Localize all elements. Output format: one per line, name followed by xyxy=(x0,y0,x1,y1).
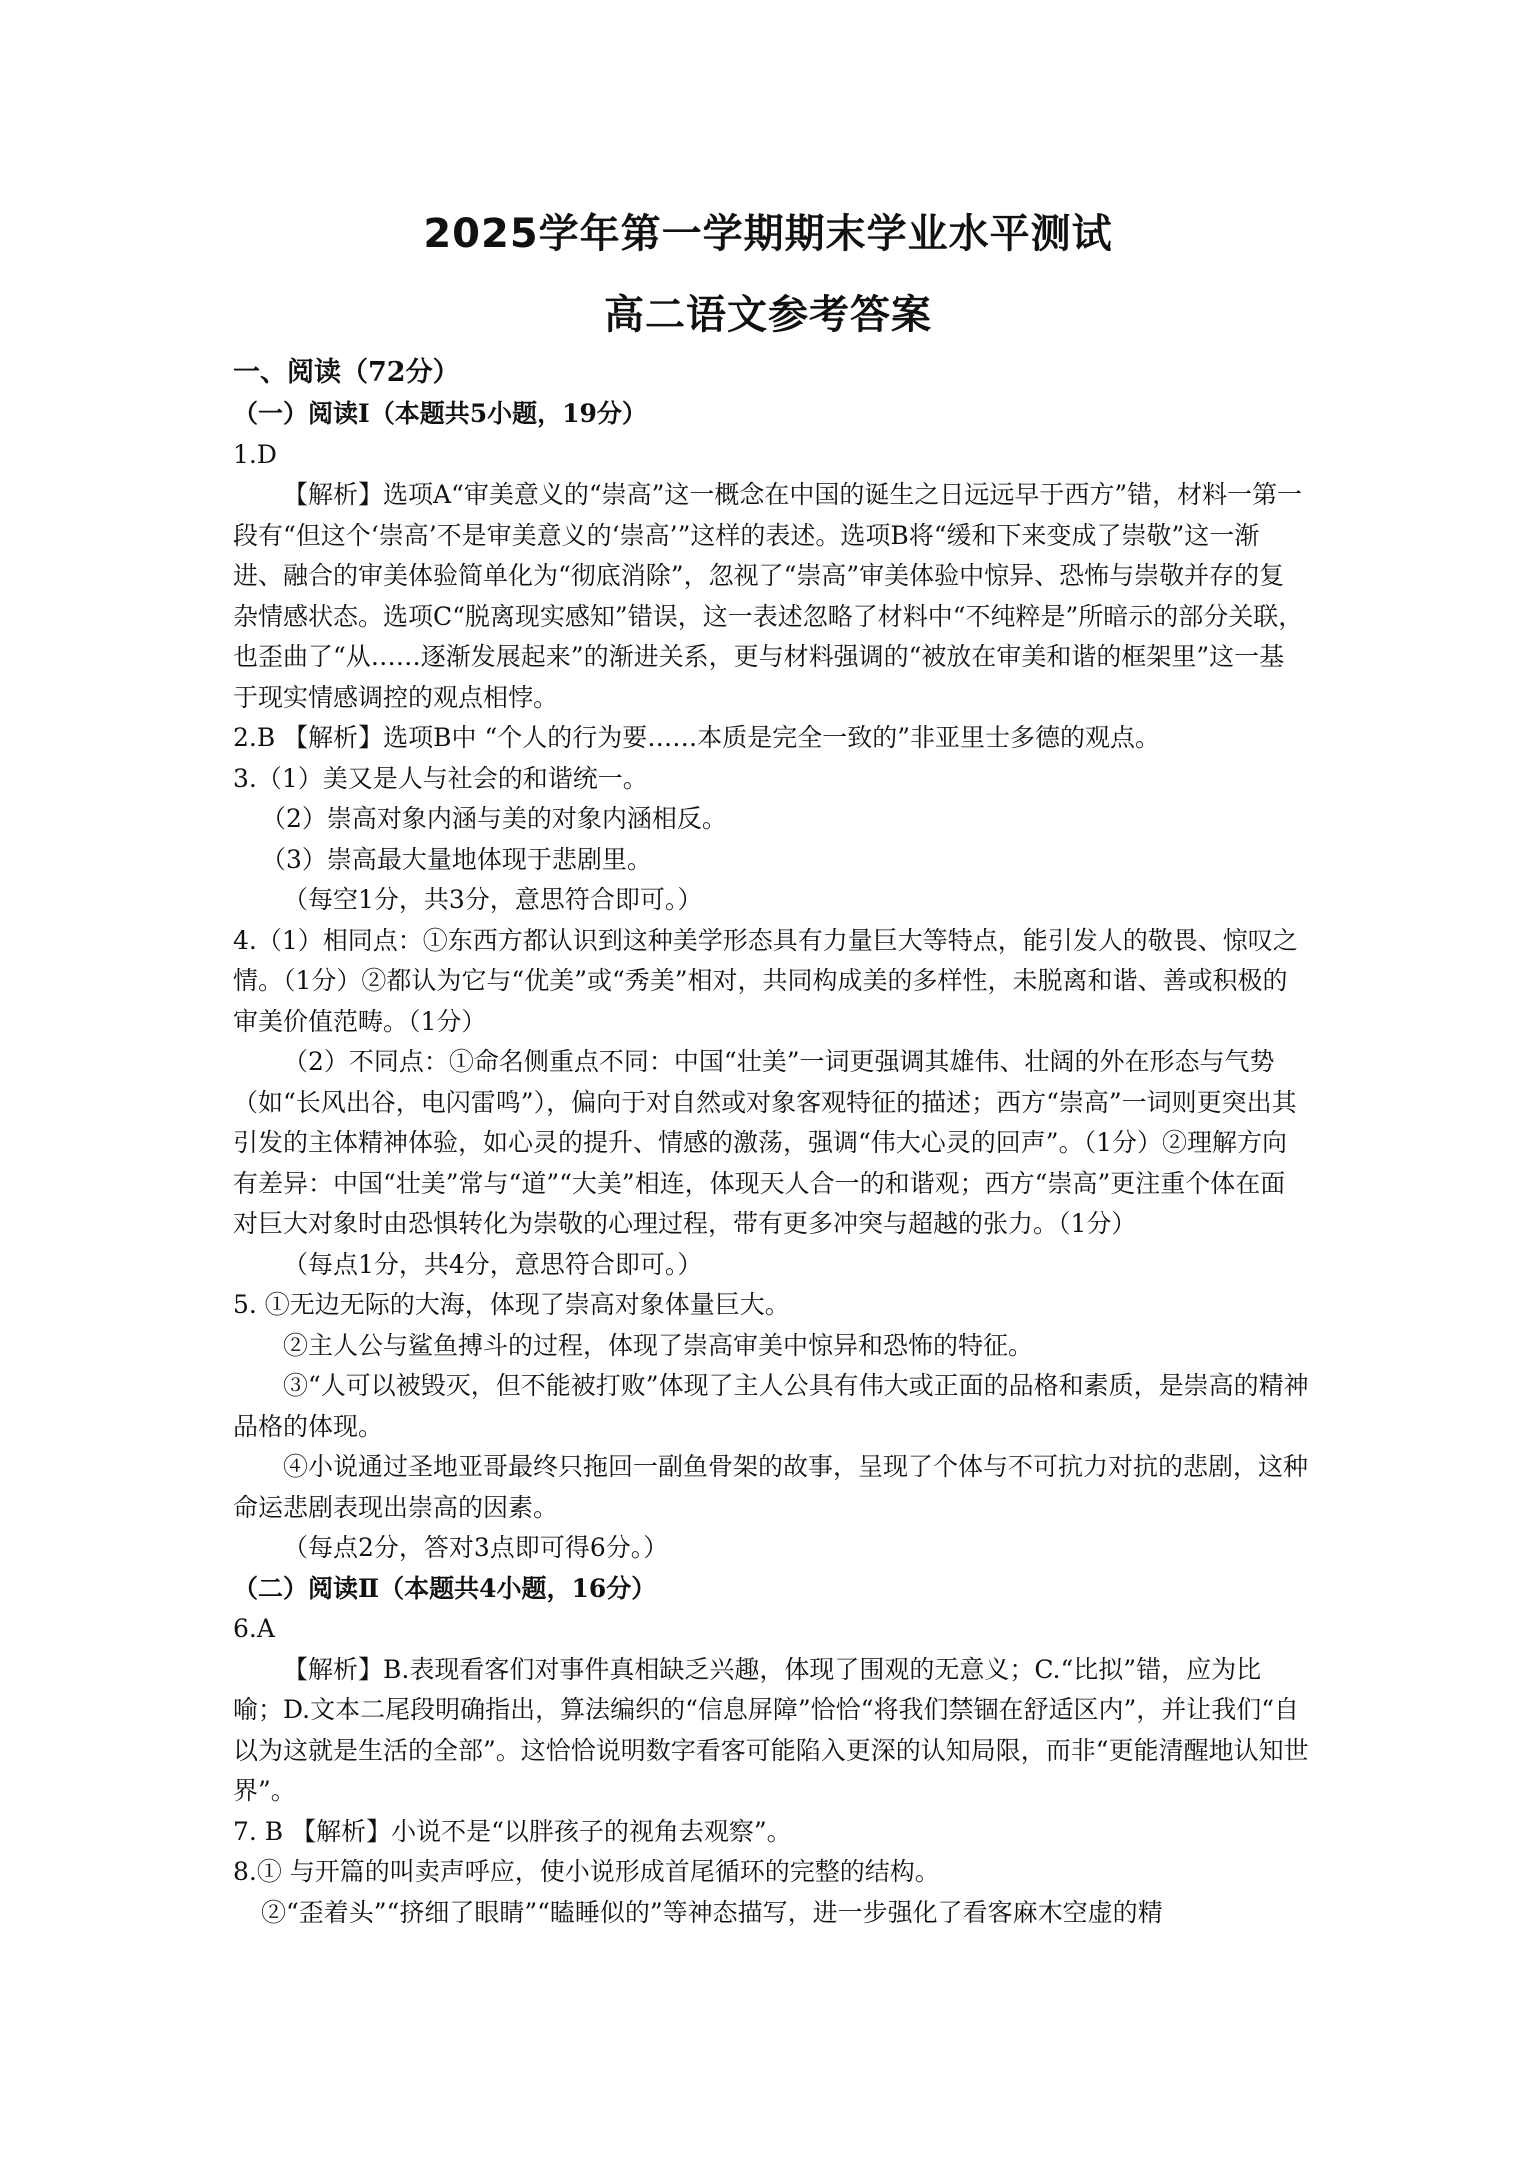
q1-analysis: 【解析】选项A“审美意义的“崇高”这一概念在中国的诞生之日远远早于西方”错，材料一第一段有“但这个‘崇高’不是审美意义的‘崇高’”这样的表述。选项B将“缓和下来变成了崇敬”这一渐进、融合的审美体验简单化为“彻底消除”，忽视了“崇高”审美体验中惊异、恐怖与崇敬并存的复杂情感状态。选项C“脱离现实感知”错误，这一表述忽略了材料中“不纯粹是”所暗示的部分关联，也歪曲了“从……逐渐发展起来”的渐进关系，更与材料强调的“被放在审美和谐的框架里”这一基于现实情感调控的观点相悖。 xyxy=(233,480,1304,712)
q4-scoring-note: （每点1分，共4分，意思符合即可。） xyxy=(283,1249,703,1279)
reading2-heading: （二）阅读Ⅱ（本题共4小题，16分） xyxy=(233,1573,657,1603)
q6-answer: 6.A xyxy=(233,1614,275,1643)
q5-item-1: 5. ①无边无际的大海，体现了崇高对象体量巨大。 xyxy=(233,1290,790,1319)
section-heading-reading: 一、阅读（72分） xyxy=(233,357,460,388)
q8-item-1: 8.① 与开篇的叫卖声呼应，使小说形成首尾循环的完整的结构。 xyxy=(233,1857,940,1886)
reading1-heading: （一）阅读Ⅰ（本题共5小题，19分） xyxy=(233,399,647,428)
q5-item-4: ④小说通过圣地亚哥最终只拖回一副鱼骨架的故事，呈现了个体与不可抗力对抗的悲剧，这种命运悲剧表现出崇高的因素。 xyxy=(233,1452,1309,1522)
document-title: 2025学年第一学期期末学业水平测试 xyxy=(423,211,1113,257)
q7-answer: 7. B 【解析】小说不是“以胖孩子的视角去观察”。 xyxy=(233,1816,792,1846)
q5-item-3: ③“人可以被毁灭，但不能被打败”体现了主人公具有伟大或正面的品格和素质，是崇高的精神品格的体现。 xyxy=(233,1371,1309,1441)
q3-item-3: （3）崇高最大量地体现于悲剧里。 xyxy=(261,844,652,874)
document-subtitle: 高二语文参考答案 xyxy=(604,292,932,338)
answer-content xyxy=(233,352,1309,1933)
q5-item-2: ②主人公与鲨鱼搏斗的过程，体现了崇高审美中惊异和恐怖的特征。 xyxy=(283,1330,1034,1360)
q1-answer: 1.D xyxy=(233,439,277,469)
q4-part-1: 4.（1）相同点：①东西方都认识到这种美学形态具有力量巨大等特点，能引发人的敬畏、惊叹之情。（1分）②都认为它与“优美”或“秀美”相对，共同构成美的多样性，未脱离和谐、善或积极的审美价值范畴。（1分） xyxy=(233,925,1298,1036)
q4-part-2: （2）不同点：①命名侧重点不同：中国“壮美”一词更强调其雄伟、壮阔的外在形态与气势（如“长风出谷，电闪雷鸣”），偏向于对自然或对象客观特征的描述；西方“崇高”一词则更突出其引发的主体精神体验，如心灵的提升、情感的激荡，强调“伟大心灵的回声”。（1分）②理解方向有差异：中国“壮美”常与“道”“大美”相连，体现天人合一的和谐观；西方“崇高”更注重个体在面对巨大对象时由恐惧转化为崇敬的心理过程，带有更多冲突与超越的张力。（1分） xyxy=(233,1047,1297,1238)
q2-answer: 2.B 【解析】选项B中 “个人的行为要……本质是完全一致的”非亚里士多德的观点。 xyxy=(233,723,1161,752)
q6-analysis: 【解析】B.表现看客们对事件真相缺乏兴趣，体现了围观的无意义；C.“比拟”错，应为比喻；D.文本二尾段明确指出，算法编织的“信息屏障”恰恰“将我们禁锢在舒适区内”，并让我们“自以为这就是生活的全部”。这恰恰说明数字看客可能陷入更深的认知局限，而非“更能清醒地认知世界”。 xyxy=(233,1654,1309,1805)
q3-item-2: （2）崇高对象内涵与美的对象内涵相反。 xyxy=(261,804,727,833)
q8-item-2: ②“歪着头”“挤细了眼睛”“瞌睡似的”等神态描写，进一步强化了看客麻木空虚的精 xyxy=(261,1897,1163,1927)
q3-scoring-note: （每空1分，共3分，意思符合即可。） xyxy=(283,885,703,914)
q5-scoring-note: （每点2分，答对3点即可得6分。） xyxy=(283,1533,669,1562)
q3-item-1: 3.（1）美又是人与社会的和谐统一。 xyxy=(233,763,648,793)
